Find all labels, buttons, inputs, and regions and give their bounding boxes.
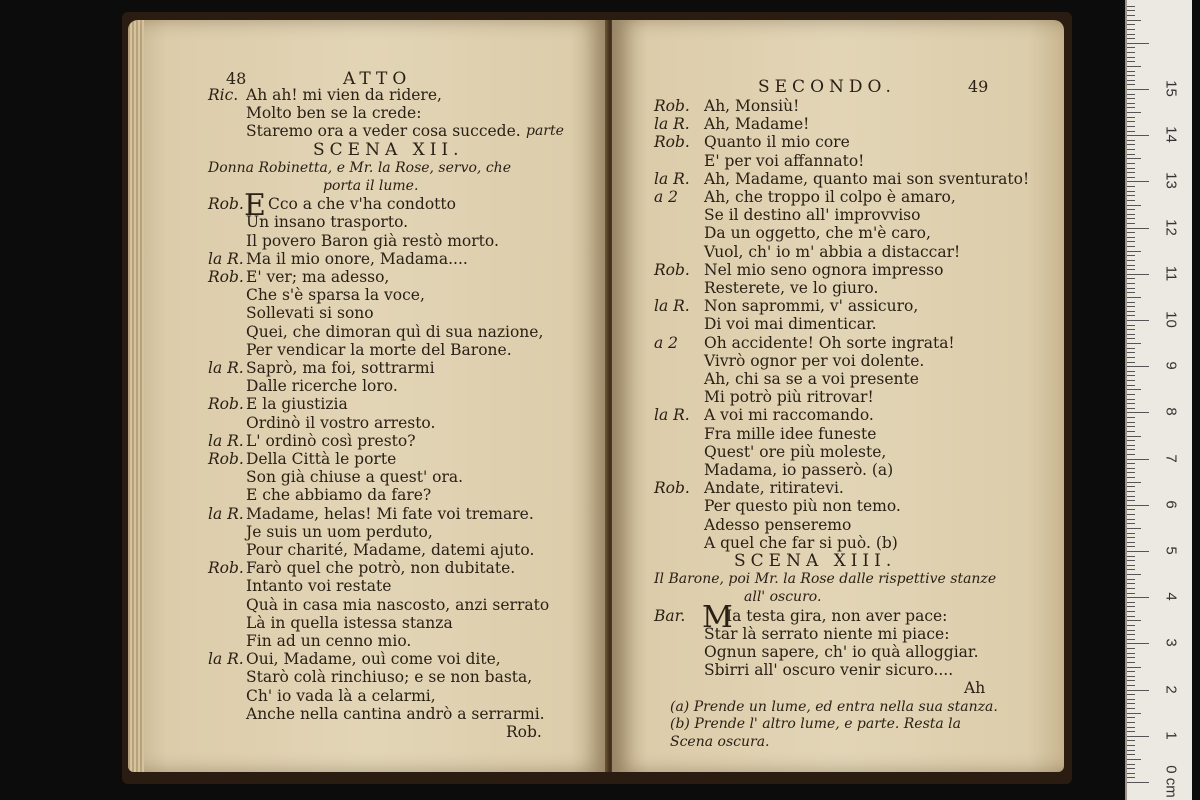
verse-line: Oh accidente! Oh sorte ingrata! xyxy=(704,333,955,352)
ruler-tick xyxy=(1127,121,1135,122)
ruler-tick xyxy=(1127,703,1135,704)
drop-cap: E xyxy=(244,188,266,224)
ruler-tick xyxy=(1127,482,1141,483)
ruler-tick xyxy=(1127,191,1135,192)
ruler-tick xyxy=(1127,454,1135,455)
verse-line: Che s'è sparsa la voce, xyxy=(246,286,425,305)
ruler-tick xyxy=(1127,57,1135,58)
ruler-tick xyxy=(1127,436,1141,437)
ruler-tick xyxy=(1127,694,1135,695)
ruler-tick xyxy=(1127,274,1149,275)
ruler-tick xyxy=(1127,620,1141,621)
speaker-label: la R. xyxy=(654,297,690,316)
verse-line: Anche nella cantina andrò a serrarmi. xyxy=(246,704,545,723)
ruler-tick xyxy=(1127,505,1149,506)
speaker-label: la R. xyxy=(208,504,244,523)
speaker-label: Rob. xyxy=(654,97,690,115)
ruler-tick xyxy=(1127,29,1135,30)
ruler-tick xyxy=(1127,616,1135,617)
ruler-tick xyxy=(1127,560,1135,561)
verse-line: Sollevati si sono xyxy=(246,304,374,323)
verse-line: Fra mille idee funeste xyxy=(704,424,877,443)
ruler-tick xyxy=(1127,602,1135,603)
ruler-tick xyxy=(1127,472,1135,473)
stage-direction: Il Barone, poi Mr. la Rose dalle rispettive stanze xyxy=(654,571,997,588)
ruler-tick xyxy=(1127,126,1135,127)
ruler-tick xyxy=(1127,251,1141,252)
ruler-tick xyxy=(1127,685,1135,686)
verse-line: Quest' ore più moleste, xyxy=(704,442,887,461)
ruler-tick xyxy=(1127,269,1135,270)
ruler-tick xyxy=(1127,24,1135,25)
footnote: (a) Prende un lume, ed entra nella sua stanza. xyxy=(670,698,998,715)
verse-line: Per vendicar la morte del Barone. xyxy=(246,340,512,359)
ruler-tick xyxy=(1127,214,1135,215)
ruler-tick xyxy=(1127,366,1149,367)
verse-line: Ah, Madame, quanto mai son sventurato! xyxy=(704,169,1030,188)
ruler-tick xyxy=(1127,172,1135,173)
verse-line: Il povero Baron già restò morto. xyxy=(246,231,499,250)
speaker-label: a 2 xyxy=(654,188,679,206)
verse-line: Vivrò ognor per voi dolente. xyxy=(704,351,925,370)
stage-direction: all' oscuro. xyxy=(744,589,822,606)
ruler-label: 9 xyxy=(1162,361,1180,370)
ruler-label: 13 xyxy=(1162,172,1180,190)
verse-line: Molto ben se la crede: xyxy=(246,104,422,123)
ruler-tick xyxy=(1127,556,1135,557)
ruler-label: 1 xyxy=(1162,731,1180,740)
ruler-tick xyxy=(1127,583,1135,584)
verse-line: Cco a che v'ha condotto xyxy=(268,195,456,214)
verse-line: E' ver; ma adesso, xyxy=(246,268,390,286)
ruler-tick xyxy=(1127,311,1135,312)
ruler-tick xyxy=(1127,6,1135,7)
ruler-tick xyxy=(1127,611,1135,612)
ruler-tick xyxy=(1127,528,1141,529)
ruler-tick xyxy=(1127,158,1141,159)
verse-line: A quel che far si può. (b) xyxy=(704,533,898,552)
ruler-label: 15 xyxy=(1162,80,1180,97)
verse-line: E che abbiamo da fare? xyxy=(246,486,432,505)
ruler-tick xyxy=(1127,593,1135,594)
ruler-tick xyxy=(1127,403,1135,404)
ruler-tick xyxy=(1127,690,1149,691)
ruler-tick xyxy=(1127,232,1135,233)
speaker-label: Rob. xyxy=(654,479,690,498)
ruler-tick xyxy=(1127,241,1135,242)
verse-line: Quà in casa mia nascosto, anzi serrato xyxy=(246,595,550,614)
ruler-tick xyxy=(1127,648,1135,649)
verse-line: Star là serrato niente mi piace: xyxy=(704,624,950,643)
ruler-label: 3 xyxy=(1162,638,1180,648)
ruler-tick xyxy=(1127,468,1135,469)
ruler-tick xyxy=(1127,10,1135,11)
verse-line: E la giustizia xyxy=(246,395,348,414)
ruler-tick xyxy=(1127,352,1135,353)
ruler-tick xyxy=(1127,265,1135,266)
ruler-tick xyxy=(1127,542,1135,543)
verse-line: Staremo ora a veder cosa succede. xyxy=(246,122,521,141)
speaker-label: Rob. xyxy=(654,133,690,152)
ruler-tick xyxy=(1127,773,1135,774)
measuring-ruler xyxy=(1125,0,1192,800)
ruler-tick xyxy=(1127,278,1135,279)
ruler-tick xyxy=(1127,708,1135,709)
ruler-tick xyxy=(1127,140,1135,141)
ruler-tick xyxy=(1127,34,1135,35)
verse-line: Quanto il mio core xyxy=(704,133,850,152)
verse-line: Saprò, ma foi, sottrarmi xyxy=(246,359,435,377)
ruler-tick xyxy=(1127,385,1135,386)
ruler-tick xyxy=(1127,445,1135,446)
ruler-tick xyxy=(1127,463,1135,464)
ruler-tick xyxy=(1127,325,1135,326)
verse-line: Oui, Madame, ouì come voi dite, xyxy=(246,650,501,669)
ruler-tick xyxy=(1127,144,1135,145)
ruler-tick xyxy=(1127,500,1135,501)
ruler-label: 0 cm xyxy=(1162,765,1180,798)
ruler-tick xyxy=(1127,371,1135,372)
ruler-label: 8 xyxy=(1162,407,1180,417)
ruler-tick xyxy=(1127,768,1135,769)
ruler-tick xyxy=(1127,431,1135,432)
ruler-tick xyxy=(1127,38,1135,39)
ruler-tick xyxy=(1127,302,1135,303)
ruler-tick xyxy=(1127,338,1135,339)
ruler-tick xyxy=(1127,43,1149,44)
ruler-tick xyxy=(1127,348,1135,349)
ruler-tick xyxy=(1127,653,1135,654)
verse-line: Adesso penseremo xyxy=(704,515,852,534)
verse-line: Per questo più non temo. xyxy=(704,497,901,516)
ruler-tick xyxy=(1127,569,1135,570)
verse-line: Madama, io passerò. (a) xyxy=(704,461,894,479)
ruler-tick xyxy=(1127,75,1135,76)
ruler-tick xyxy=(1127,297,1141,298)
verse-line: Andate, ritiratevi. xyxy=(704,479,844,498)
drop-cap: M xyxy=(702,599,733,635)
ruler-tick xyxy=(1127,514,1135,515)
ruler-tick xyxy=(1127,546,1135,547)
ruler-tick xyxy=(1127,103,1135,104)
ruler-tick xyxy=(1127,680,1135,681)
ruler-tick xyxy=(1127,523,1135,524)
ruler-tick xyxy=(1127,657,1135,658)
ruler-label: 4 xyxy=(1162,592,1180,601)
speaker-label: la R. xyxy=(208,650,244,669)
verse-line: Ognun sapere, ch' io quà alloggiar. xyxy=(704,643,979,661)
ruler-tick xyxy=(1127,588,1135,589)
ruler-tick xyxy=(1127,491,1135,492)
ruler-tick xyxy=(1127,764,1135,765)
ruler-tick xyxy=(1127,117,1135,118)
verse-line: Je suis un uom perduto, xyxy=(246,522,433,541)
ruler-tick xyxy=(1127,574,1141,575)
ruler-tick xyxy=(1127,61,1135,62)
ruler-tick xyxy=(1127,329,1135,330)
verse-line: Da un oggetto, che m'è caro, xyxy=(704,224,931,243)
verse-line: Se il destino all' improvviso xyxy=(704,206,921,225)
ruler-label: 6 xyxy=(1162,500,1180,509)
verse-line: Di voi mai dimenticar. xyxy=(704,315,877,334)
ruler-tick xyxy=(1127,597,1149,598)
ruler-tick xyxy=(1127,334,1135,335)
speaker-label: Rob. xyxy=(208,195,244,214)
ruler-label: 11 xyxy=(1162,265,1180,282)
ruler-label: 5 xyxy=(1162,546,1180,555)
ruler-tick xyxy=(1127,740,1135,741)
verse-line: Ah, che troppo il colpo è amaro, xyxy=(704,188,956,206)
verse-line: E' per voi affannato! xyxy=(704,151,865,170)
ruler-tick xyxy=(1127,782,1149,783)
verse-line: Starò colà rinchiuso; e se non basta, xyxy=(246,668,533,687)
speaker-label: Ric. xyxy=(208,86,239,104)
ruler-tick xyxy=(1127,777,1135,778)
speaker-label: la R. xyxy=(208,249,244,268)
verse-line: Resterete, ve lo giuro. xyxy=(704,279,879,297)
catchword: Rob. xyxy=(506,723,542,741)
page-edges xyxy=(128,20,144,772)
ruler-tick xyxy=(1127,89,1149,90)
ruler-tick xyxy=(1127,154,1135,155)
ruler-tick xyxy=(1127,533,1135,534)
ruler-tick xyxy=(1127,357,1135,358)
speaker-label: Rob. xyxy=(208,559,244,578)
ruler-tick xyxy=(1127,380,1135,381)
ruler-tick xyxy=(1127,662,1135,663)
ruler-tick xyxy=(1127,727,1135,728)
ruler-tick xyxy=(1127,713,1141,714)
speaker-label: la R. xyxy=(208,431,244,450)
verse-line: Ia testa gira, non aver pace: xyxy=(726,606,948,625)
ruler-tick xyxy=(1127,135,1149,136)
ruler-tick xyxy=(1127,509,1135,510)
speaker-label: Rob. xyxy=(208,395,244,414)
speaker-label: la R. xyxy=(208,359,244,377)
ruler-tick xyxy=(1127,634,1135,635)
ruler-tick xyxy=(1127,306,1135,307)
stage-direction: parte xyxy=(526,123,564,140)
ruler-tick xyxy=(1127,168,1135,169)
verse-line: Della Città le porte xyxy=(246,450,397,468)
ruler-tick xyxy=(1127,750,1135,751)
ruler-tick xyxy=(1127,218,1135,219)
ruler-tick xyxy=(1127,565,1135,566)
ruler-tick xyxy=(1127,131,1135,132)
ruler-tick xyxy=(1127,496,1135,497)
speaker-label: la R. xyxy=(654,169,690,188)
ruler-tick xyxy=(1127,412,1149,413)
left-page xyxy=(128,20,608,772)
speaker-label: Rob. xyxy=(208,268,244,286)
verse-line: Mi potrò più ritrovar! xyxy=(704,388,874,407)
verse-line: Là in quella istessa stanza xyxy=(246,613,453,632)
catchword: Ah xyxy=(964,679,986,698)
ruler-tick xyxy=(1127,486,1135,487)
ruler-tick xyxy=(1127,292,1135,293)
ruler-tick xyxy=(1127,579,1135,580)
ruler-tick xyxy=(1127,315,1135,316)
ruler-tick xyxy=(1127,394,1135,395)
ruler-tick xyxy=(1127,375,1135,376)
ruler-tick xyxy=(1127,399,1135,400)
ruler-tick xyxy=(1127,255,1135,256)
speaker-label: a 2 xyxy=(654,333,679,352)
ruler-tick xyxy=(1127,84,1135,85)
speaker-label: Bar. xyxy=(654,606,686,625)
ruler-tick xyxy=(1127,52,1135,53)
ruler-tick xyxy=(1127,389,1141,390)
ruler-tick xyxy=(1127,181,1149,182)
ruler-tick xyxy=(1127,440,1135,441)
ruler-label: 10 xyxy=(1162,311,1180,328)
ruler-tick xyxy=(1127,408,1135,409)
ruler-tick xyxy=(1127,223,1135,224)
ruler-tick xyxy=(1127,15,1135,16)
ruler-tick xyxy=(1127,47,1135,48)
ruler-tick xyxy=(1127,343,1141,344)
ruler-tick xyxy=(1127,177,1135,178)
scene-heading: SCENA XII. xyxy=(313,139,464,160)
scene-heading: SCENA XIII. xyxy=(734,551,897,571)
ruler-tick xyxy=(1127,71,1135,72)
ruler-tick xyxy=(1127,551,1149,552)
verse-line: Quei, che dimoran quì di sua nazione, xyxy=(246,322,544,341)
ruler-tick xyxy=(1127,671,1135,672)
ruler-tick xyxy=(1127,283,1135,284)
ruler-tick xyxy=(1127,107,1135,108)
ruler-tick xyxy=(1127,288,1135,289)
ruler-tick xyxy=(1127,20,1141,21)
ruler-tick xyxy=(1127,237,1135,238)
verse-line: A voi mi raccomando. xyxy=(704,406,874,425)
verse-line: Sbirri all' oscuro venir sicuro.... xyxy=(704,661,954,680)
ruler-tick xyxy=(1127,639,1135,640)
ruler-tick xyxy=(1127,643,1149,644)
verse-line: Farò quel che potrò, non dubitate. xyxy=(246,559,516,578)
verse-line: Vuol, ch' io m' abbia a distaccar! xyxy=(704,242,961,261)
verse-line: Fin ad un cenno mio. xyxy=(246,632,412,650)
ruler-tick xyxy=(1127,362,1135,363)
speaker-label: la R. xyxy=(654,406,690,425)
verse-line: Ch' io vada là a celarmi, xyxy=(246,686,436,705)
ruler-tick xyxy=(1127,186,1135,187)
ruler-label: 7 xyxy=(1162,453,1180,463)
ruler-tick xyxy=(1127,676,1135,677)
ruler-tick xyxy=(1127,422,1135,423)
right-page xyxy=(612,20,1064,772)
ruler-tick xyxy=(1127,246,1135,247)
ruler-tick xyxy=(1127,717,1135,718)
ruler-tick xyxy=(1127,417,1135,418)
verse-line: Dalle ricerche loro. xyxy=(246,377,398,396)
verse-line: Ah, Madame! xyxy=(704,115,810,134)
ruler-tick xyxy=(1127,736,1149,737)
verse-line: Intanto voi restate xyxy=(246,577,392,596)
verse-line: Non saprommi, v' assicuro, xyxy=(704,297,919,316)
right-running-head: SECONDO. xyxy=(758,77,896,97)
ruler-tick xyxy=(1127,699,1135,700)
ruler-tick xyxy=(1127,519,1135,520)
ruler-tick xyxy=(1127,426,1135,427)
ruler-tick xyxy=(1127,754,1135,755)
verse-line: Ah, chi sa se a voi presente xyxy=(704,370,919,388)
left-page-number: 48 xyxy=(226,69,247,88)
ruler-tick xyxy=(1127,630,1135,631)
ruler-tick xyxy=(1127,163,1135,164)
verse-line: Un insano trasporto. xyxy=(246,213,409,232)
ruler-tick xyxy=(1127,66,1141,67)
stage-direction: Donna Robinetta, e Mr. la Rose, servo, che xyxy=(208,159,511,176)
ruler-tick xyxy=(1127,477,1135,478)
ruler-tick xyxy=(1127,449,1135,450)
ruler-tick xyxy=(1127,195,1135,196)
ruler-tick xyxy=(1127,731,1135,732)
ruler-tick xyxy=(1127,320,1149,321)
footnote: Scena oscura. xyxy=(670,733,770,750)
ruler-tick xyxy=(1127,94,1135,95)
left-running-head: ATTO xyxy=(343,69,412,89)
ruler-tick xyxy=(1127,625,1135,626)
ruler-label: 2 xyxy=(1162,684,1180,694)
speaker-label: Rob. xyxy=(654,260,690,279)
ruler-tick xyxy=(1127,537,1135,538)
ruler-tick xyxy=(1127,80,1135,81)
right-page-number: 49 xyxy=(968,77,989,96)
ruler-tick xyxy=(1127,200,1135,201)
speaker-label: la R. xyxy=(654,115,690,134)
verse-line: Nel mio seno ognora impresso xyxy=(704,260,944,279)
verse-line: L' ordinò così presto? xyxy=(246,431,416,450)
ruler-label: 12 xyxy=(1162,218,1180,236)
stage-direction: porta il lume. xyxy=(323,178,419,194)
ruler-tick xyxy=(1127,606,1135,607)
verse-line: Ah, Monsiù! xyxy=(704,97,800,115)
verse-line: Ordinò il vostro arresto. xyxy=(246,413,436,432)
verse-line: Ma il mio onore, Madama.... xyxy=(246,249,468,268)
ruler-tick xyxy=(1127,260,1135,261)
ruler-tick xyxy=(1127,209,1135,210)
ruler-tick xyxy=(1127,98,1135,99)
verse-line: Ah ah! mi vien da ridere, xyxy=(246,86,442,104)
ruler-tick xyxy=(1127,205,1141,206)
ruler-tick xyxy=(1127,149,1135,150)
verse-line: Madame, helas! Mi fate voi tremare. xyxy=(246,504,534,523)
ruler-tick xyxy=(1127,459,1149,460)
verse-line: Pour charité, Madame, datemi ajuto. xyxy=(246,541,535,559)
speaker-label: Rob. xyxy=(208,450,244,468)
verse-line: Son già chiuse a quest' ora. xyxy=(246,468,464,487)
ruler-tick xyxy=(1127,722,1135,723)
ruler-tick xyxy=(1127,112,1141,113)
ruler-label: 14 xyxy=(1162,126,1180,144)
ruler-tick xyxy=(1127,759,1141,760)
footnote: (b) Prende l' altro lume, e parte. Resta la xyxy=(670,716,962,733)
ruler-tick xyxy=(1127,228,1149,229)
ruler-tick xyxy=(1127,745,1135,746)
ruler-tick xyxy=(1127,667,1141,668)
